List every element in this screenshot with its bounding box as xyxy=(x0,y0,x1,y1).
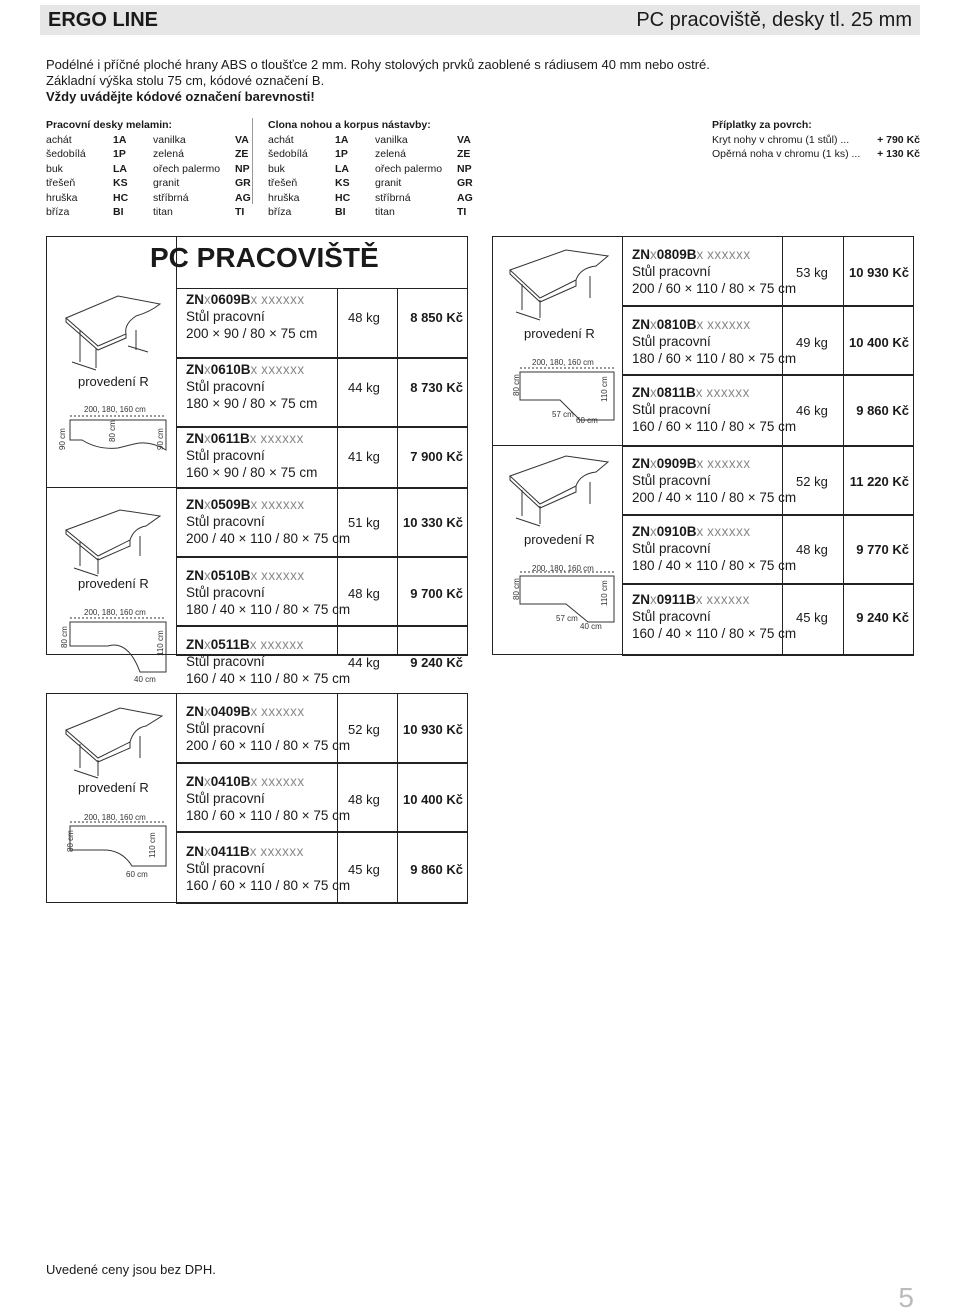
wave-desk-drawing xyxy=(66,296,160,370)
weight-cell xyxy=(337,762,398,833)
code-x: x xyxy=(696,456,704,471)
corner-dim: 60 cm xyxy=(576,416,598,425)
code-tail: xxxxxx xyxy=(261,362,305,377)
color-name: hruška xyxy=(268,191,300,204)
product-cell xyxy=(176,426,338,489)
color-name: stříbrná xyxy=(375,191,411,204)
code-b: B xyxy=(686,524,697,539)
body-colors-title: Clona nohou a korpus nástavby: xyxy=(268,119,431,131)
surcharge-label: Kryt nohy v chromu (1 stůl) ... xyxy=(712,133,850,146)
color-name: stříbrná xyxy=(153,191,189,204)
footer-note: Uvedené ceny jsou bez DPH. xyxy=(46,1262,216,1277)
depth-dim: 110 cm xyxy=(600,376,609,402)
price-cell xyxy=(397,831,468,904)
code-number: 0509 xyxy=(210,497,241,512)
product-cell xyxy=(622,514,783,585)
product-weight: 48 kg xyxy=(348,586,380,601)
product-desc: Stůl pracovní xyxy=(632,334,711,349)
product-cell xyxy=(622,583,783,656)
product-desc: Stůl pracovní xyxy=(186,585,265,600)
code-number: 0809 xyxy=(656,247,687,262)
product-price: 9 700 Kč xyxy=(410,586,463,601)
product-weight: 48 kg xyxy=(796,542,828,557)
color-code: HC xyxy=(335,191,351,204)
product-size: 160 × 90 / 80 × 75 cm xyxy=(186,465,318,480)
price-cell xyxy=(397,426,468,489)
code-b: B xyxy=(686,247,697,262)
variant-label: provedení R xyxy=(78,780,149,795)
code-tail: xxxxxx xyxy=(260,844,304,859)
price-cell xyxy=(397,357,468,428)
code-x: x xyxy=(250,497,258,512)
color-name: ořech palermo xyxy=(375,162,443,175)
color-name: buk xyxy=(46,162,63,175)
code-prefix: ZN xyxy=(632,247,650,262)
product-weight: 45 kg xyxy=(348,862,380,877)
code-prefix: ZN xyxy=(632,385,650,400)
code-b: B xyxy=(240,362,251,377)
product-size: 160 / 40 × 110 / 80 × 75 cm xyxy=(632,626,797,641)
desk-colors-title: Pracovní desky melamin: xyxy=(46,119,173,131)
depth-dim: 80 cm xyxy=(512,374,521,396)
color-name: buk xyxy=(268,162,285,175)
product-desc: Stůl pracovní xyxy=(632,541,711,556)
product-size: 160 / 40 × 110 / 80 × 75 cm xyxy=(186,671,351,686)
code-number: 0811 xyxy=(656,385,687,400)
color-code: NP xyxy=(457,162,472,175)
product-cell xyxy=(176,357,338,428)
depth-dim: 80 cm xyxy=(512,578,521,600)
product-price: 10 400 Kč xyxy=(849,335,909,350)
code-tail: xxxxxx xyxy=(707,456,751,471)
code-x: x xyxy=(204,844,211,859)
price-cell xyxy=(843,374,914,447)
depth-dim: 80 cm xyxy=(108,420,117,442)
product-price: 9 860 Kč xyxy=(856,403,909,418)
color-code: ZE xyxy=(235,148,249,160)
color-code: BI xyxy=(335,206,346,218)
product-size: 180 / 40 × 110 / 80 × 75 cm xyxy=(186,602,351,617)
code-x: x xyxy=(695,592,703,607)
corner-plan-drawing xyxy=(70,618,166,672)
color-code: VA xyxy=(235,133,249,146)
product-price: 8 850 Kč xyxy=(410,310,463,325)
code-x: x xyxy=(695,385,703,400)
code-x: x xyxy=(249,637,257,652)
product-weight: 52 kg xyxy=(796,474,828,489)
code-number: 0510 xyxy=(210,568,241,583)
product-weight: 45 kg xyxy=(796,610,828,625)
weight-cell xyxy=(337,625,398,656)
color-name: vanilka xyxy=(375,133,408,146)
code-number: 0410 xyxy=(210,774,241,789)
code-x: x xyxy=(696,247,704,262)
color-name: třešeň xyxy=(268,177,298,189)
code-number: 0911 xyxy=(656,592,687,607)
code-prefix: ZN xyxy=(186,844,204,859)
color-name: titan xyxy=(153,206,173,218)
price-cell xyxy=(397,288,468,359)
weight-cell xyxy=(782,374,844,447)
code-number: 0409 xyxy=(210,704,241,719)
width-dim: 200, 180, 160 cm xyxy=(84,608,146,617)
code-x: x xyxy=(696,524,704,539)
color-code: HC xyxy=(113,191,129,204)
weight-cell xyxy=(782,514,844,585)
depth-dim: 110 cm xyxy=(148,832,157,858)
color-code: NP xyxy=(235,162,250,175)
product-size: 200 / 60 × 110 / 80 × 75 cm xyxy=(632,281,797,296)
corner-dim: 57 cm xyxy=(556,614,578,623)
code-x: x xyxy=(250,568,258,583)
surcharge-price: + 130 Kč xyxy=(877,148,920,160)
color-code: 1A xyxy=(113,133,127,146)
product-size: 180 / 60 × 110 / 80 × 75 cm xyxy=(632,351,797,366)
weight-cell xyxy=(337,487,398,558)
color-code: 1A xyxy=(335,133,349,146)
wave-plan-drawing xyxy=(70,416,166,450)
product-weight: 52 kg xyxy=(348,722,380,737)
surcharge-price: + 790 Kč xyxy=(877,133,920,146)
product-weight: 48 kg xyxy=(348,310,380,325)
code-x: x xyxy=(650,385,657,400)
color-code: TI xyxy=(235,206,245,218)
price-cell xyxy=(843,236,914,307)
product-weight: 46 kg xyxy=(796,403,828,418)
code-prefix: ZN xyxy=(632,524,650,539)
surcharge-label: Opěrná noha v chromu (1 ks) ... xyxy=(712,148,861,160)
page-number: 5 xyxy=(898,1282,914,1313)
color-name: třešeň xyxy=(46,177,76,189)
product-size: 200 / 40 × 110 / 80 × 75 cm xyxy=(632,490,797,505)
code-x: x xyxy=(204,362,211,377)
corner-dim: 57 cm xyxy=(552,410,574,419)
code-b: B xyxy=(240,292,251,307)
color-code: KS xyxy=(113,177,128,189)
code-x: x xyxy=(249,431,257,446)
color-name: šedobílá xyxy=(46,148,86,160)
code-number: 0810 xyxy=(656,317,687,332)
intro-line-1: Podélné i příčné ploché hrany ABS o tloušťce 2 mm. Rohy stolových prvků zaoblené s rádiusem 40 mm nebo ostré. xyxy=(46,57,710,72)
variant-label: provedení R xyxy=(78,576,149,591)
product-desc: Stůl pracovní xyxy=(632,264,711,279)
code-tail: xxxxxx xyxy=(706,592,750,607)
product-desc: Stůl pracovní xyxy=(186,861,265,876)
product-desc: Stůl pracovní xyxy=(186,309,265,324)
intro-line-3: Vždy uvádějte kódové označení barevnosti! xyxy=(46,89,315,104)
variant-label: provedení R xyxy=(524,532,595,547)
code-x: x xyxy=(650,247,657,262)
product-cell xyxy=(622,374,783,447)
series-title: ERGO LINE xyxy=(48,9,159,31)
product-price: 9 860 Kč xyxy=(410,862,463,877)
product-price: 9 770 Kč xyxy=(856,542,909,557)
color-name: šedobílá xyxy=(268,148,308,160)
code-prefix: ZN xyxy=(186,362,204,377)
color-code: LA xyxy=(335,162,349,175)
section-title: PC PRACOVIŠTĚ xyxy=(150,242,379,273)
code-x: x xyxy=(250,292,258,307)
code-x: x xyxy=(204,774,211,789)
product-desc: Stůl pracovní xyxy=(186,448,265,463)
product-size: 180 / 60 × 110 / 80 × 75 cm xyxy=(186,808,351,823)
code-number: 0610 xyxy=(210,362,241,377)
product-size: 200 / 40 × 110 / 80 × 75 cm xyxy=(186,531,351,546)
color-name: bříza xyxy=(46,206,70,218)
depth-dim: 80 cm xyxy=(60,626,69,648)
corner-desk-drawing-2 xyxy=(66,708,162,778)
color-name: granit xyxy=(153,177,180,189)
code-x: x xyxy=(250,704,258,719)
color-name: vanilka xyxy=(153,133,186,146)
product-desc: Stůl pracovní xyxy=(632,609,711,624)
code-number: 0609 xyxy=(210,292,241,307)
code-tail: xxxxxx xyxy=(261,292,305,307)
color-code: 1P xyxy=(335,148,348,160)
price-cell xyxy=(397,556,468,627)
color-name: zelená xyxy=(153,148,184,160)
price-cell xyxy=(843,514,914,585)
depth-dim: 90 cm xyxy=(156,428,165,450)
product-weight: 49 kg xyxy=(796,335,828,350)
code-x: x xyxy=(650,524,657,539)
code-b: B xyxy=(686,317,697,332)
code-tail: xxxxxx xyxy=(261,497,305,512)
code-x: x xyxy=(650,456,657,471)
code-tail: xxxxxx xyxy=(707,247,751,262)
code-prefix: ZN xyxy=(186,292,204,307)
code-b: B xyxy=(240,704,251,719)
variant-label: provedení R xyxy=(524,326,595,341)
code-x: x xyxy=(204,292,211,307)
color-code: VA xyxy=(457,133,471,146)
code-prefix: ZN xyxy=(186,704,204,719)
price-cell xyxy=(843,445,914,516)
code-x: x xyxy=(204,497,211,512)
product-price: 9 240 Kč xyxy=(410,655,463,670)
product-desc: Stůl pracovní xyxy=(186,721,265,736)
product-cell xyxy=(176,625,338,656)
color-code: GR xyxy=(457,177,473,189)
product-desc: Stůl pracovní xyxy=(632,402,711,417)
product-price: 9 240 Kč xyxy=(856,610,909,625)
width-dim: 200, 180, 160 cm xyxy=(532,358,594,367)
price-cell xyxy=(397,487,468,558)
product-desc: Stůl pracovní xyxy=(186,654,265,669)
product-weight: 44 kg xyxy=(348,380,380,395)
code-b: B xyxy=(240,497,251,512)
weight-cell xyxy=(337,556,398,627)
code-prefix: ZN xyxy=(632,456,650,471)
corner-dim: 60 cm xyxy=(126,870,148,879)
code-x: x xyxy=(204,431,211,446)
weight-cell xyxy=(782,305,844,376)
code-number: 0511 xyxy=(210,637,241,652)
color-name: ořech palermo xyxy=(153,162,221,175)
weight-cell xyxy=(782,583,844,656)
code-prefix: ZN xyxy=(186,774,204,789)
depth-dim: 110 cm xyxy=(156,630,165,656)
weight-cell xyxy=(782,236,844,307)
product-cell xyxy=(622,445,783,516)
product-size: 160 / 60 × 110 / 80 × 75 cm xyxy=(186,878,351,893)
product-price: 7 900 Kč xyxy=(410,449,463,464)
corner-dim: 40 cm xyxy=(134,675,156,684)
weight-cell xyxy=(337,693,398,764)
color-code: ZE xyxy=(457,148,471,160)
price-cell xyxy=(843,583,914,656)
weight-cell xyxy=(337,426,398,489)
code-x: x xyxy=(204,704,211,719)
code-tail: xxxxxx xyxy=(707,524,751,539)
color-code: 1P xyxy=(113,148,126,160)
product-cell xyxy=(176,831,338,904)
code-prefix: ZN xyxy=(632,317,650,332)
code-tail: xxxxxx xyxy=(707,317,751,332)
weight-cell xyxy=(337,357,398,428)
price-cell xyxy=(397,693,468,764)
product-desc: Stůl pracovní xyxy=(186,514,265,529)
code-tail: xxxxxx xyxy=(260,637,304,652)
product-desc: Stůl pracovní xyxy=(186,791,265,806)
width-dim: 200, 180, 160 cm xyxy=(84,405,146,414)
product-size: 180 × 90 / 80 × 75 cm xyxy=(186,396,318,411)
code-b: B xyxy=(686,456,697,471)
product-cell xyxy=(176,693,338,764)
depth-dim: 80 cm xyxy=(66,830,75,852)
product-cell xyxy=(176,288,338,359)
product-cell xyxy=(176,556,338,627)
depth-dim: 90 cm xyxy=(58,428,67,450)
code-prefix: ZN xyxy=(186,497,204,512)
product-price: 10 930 Kč xyxy=(403,722,463,737)
color-name: achát xyxy=(268,133,294,146)
code-b: B xyxy=(240,431,250,446)
product-cell xyxy=(622,305,783,376)
corner-desk-drawing xyxy=(66,510,160,576)
code-x: x xyxy=(650,317,657,332)
color-name: bříza xyxy=(268,206,292,218)
code-x: x xyxy=(204,637,211,652)
price-cell xyxy=(397,625,468,656)
intro-line-2: Základní výška stolu 75 cm, kódové označení B. xyxy=(46,73,325,88)
product-weight: 44 kg xyxy=(348,655,380,670)
color-name: achát xyxy=(46,133,72,146)
color-code: LA xyxy=(113,162,127,175)
product-price: 8 730 Kč xyxy=(410,380,463,395)
product-price: 10 330 Kč xyxy=(403,515,463,530)
code-prefix: ZN xyxy=(186,431,204,446)
code-b: B xyxy=(240,637,250,652)
product-price: 10 930 Kč xyxy=(849,265,909,280)
color-code: AG xyxy=(457,191,473,204)
code-prefix: ZN xyxy=(186,568,204,583)
code-tail: xxxxxx xyxy=(706,385,750,400)
code-x: x xyxy=(250,774,258,789)
width-dim: 200, 180, 160 cm xyxy=(84,813,146,822)
width-dim: 200, 180, 160 cm xyxy=(532,564,594,573)
code-tail: xxxxxx xyxy=(260,431,304,446)
weight-cell xyxy=(782,445,844,516)
color-code: AG xyxy=(235,191,251,204)
code-number: 0411 xyxy=(210,844,241,859)
code-b: B xyxy=(240,568,251,583)
product-size: 180 / 40 × 110 / 80 × 75 cm xyxy=(632,558,797,573)
code-x: x xyxy=(250,362,258,377)
corner-dim: 40 cm xyxy=(580,622,602,631)
code-prefix: ZN xyxy=(186,637,204,652)
product-size: 200 / 60 × 110 / 80 × 75 cm xyxy=(186,738,351,753)
code-b: B xyxy=(686,385,696,400)
color-name: hruška xyxy=(46,191,78,204)
product-size: 200 × 90 / 80 × 75 cm xyxy=(186,326,318,341)
code-x: x xyxy=(249,844,257,859)
product-cell xyxy=(176,487,338,558)
color-name: zelená xyxy=(375,148,406,160)
price-cell xyxy=(843,305,914,376)
product-weight: 51 kg xyxy=(348,515,380,530)
code-b: B xyxy=(240,844,250,859)
variant-label: provedení R xyxy=(78,374,149,389)
code-number: 0611 xyxy=(210,431,241,446)
code-x: x xyxy=(204,568,211,583)
code-number: 0909 xyxy=(656,456,687,471)
product-size: 160 / 60 × 110 / 80 × 75 cm xyxy=(632,419,797,434)
product-weight: 53 kg xyxy=(796,265,828,280)
weight-cell xyxy=(337,288,398,359)
product-weight: 48 kg xyxy=(348,792,380,807)
product-desc: Stůl pracovní xyxy=(632,473,711,488)
code-x: x xyxy=(696,317,704,332)
code-b: B xyxy=(240,774,251,789)
depth-dim: 110 cm xyxy=(600,580,609,606)
product-weight: 41 kg xyxy=(348,449,380,464)
product-cell xyxy=(622,236,783,307)
code-tail: xxxxxx xyxy=(261,568,305,583)
code-b: B xyxy=(686,592,696,607)
color-code: GR xyxy=(235,177,251,189)
product-price: 10 400 Kč xyxy=(403,792,463,807)
code-x: x xyxy=(650,592,657,607)
right-desk-drawing xyxy=(510,250,608,320)
color-name: granit xyxy=(375,177,402,189)
code-prefix: ZN xyxy=(632,592,650,607)
color-code: TI xyxy=(457,206,467,218)
color-code: KS xyxy=(335,177,350,189)
weight-cell xyxy=(337,831,398,904)
code-tail: xxxxxx xyxy=(261,704,305,719)
page-title: PC pracoviště, desky tl. 25 mm xyxy=(636,9,912,31)
product-price: 11 220 Kč xyxy=(849,474,909,489)
product-cell xyxy=(176,762,338,833)
surcharges-title: Příplatky za povrch: xyxy=(712,119,812,131)
color-name: titan xyxy=(375,206,395,218)
code-number: 0910 xyxy=(656,524,687,539)
color-code: BI xyxy=(113,206,124,218)
code-tail: xxxxxx xyxy=(261,774,305,789)
product-desc: Stůl pracovní xyxy=(186,379,265,394)
right-desk-drawing-2 xyxy=(510,456,608,526)
price-cell xyxy=(397,762,468,833)
